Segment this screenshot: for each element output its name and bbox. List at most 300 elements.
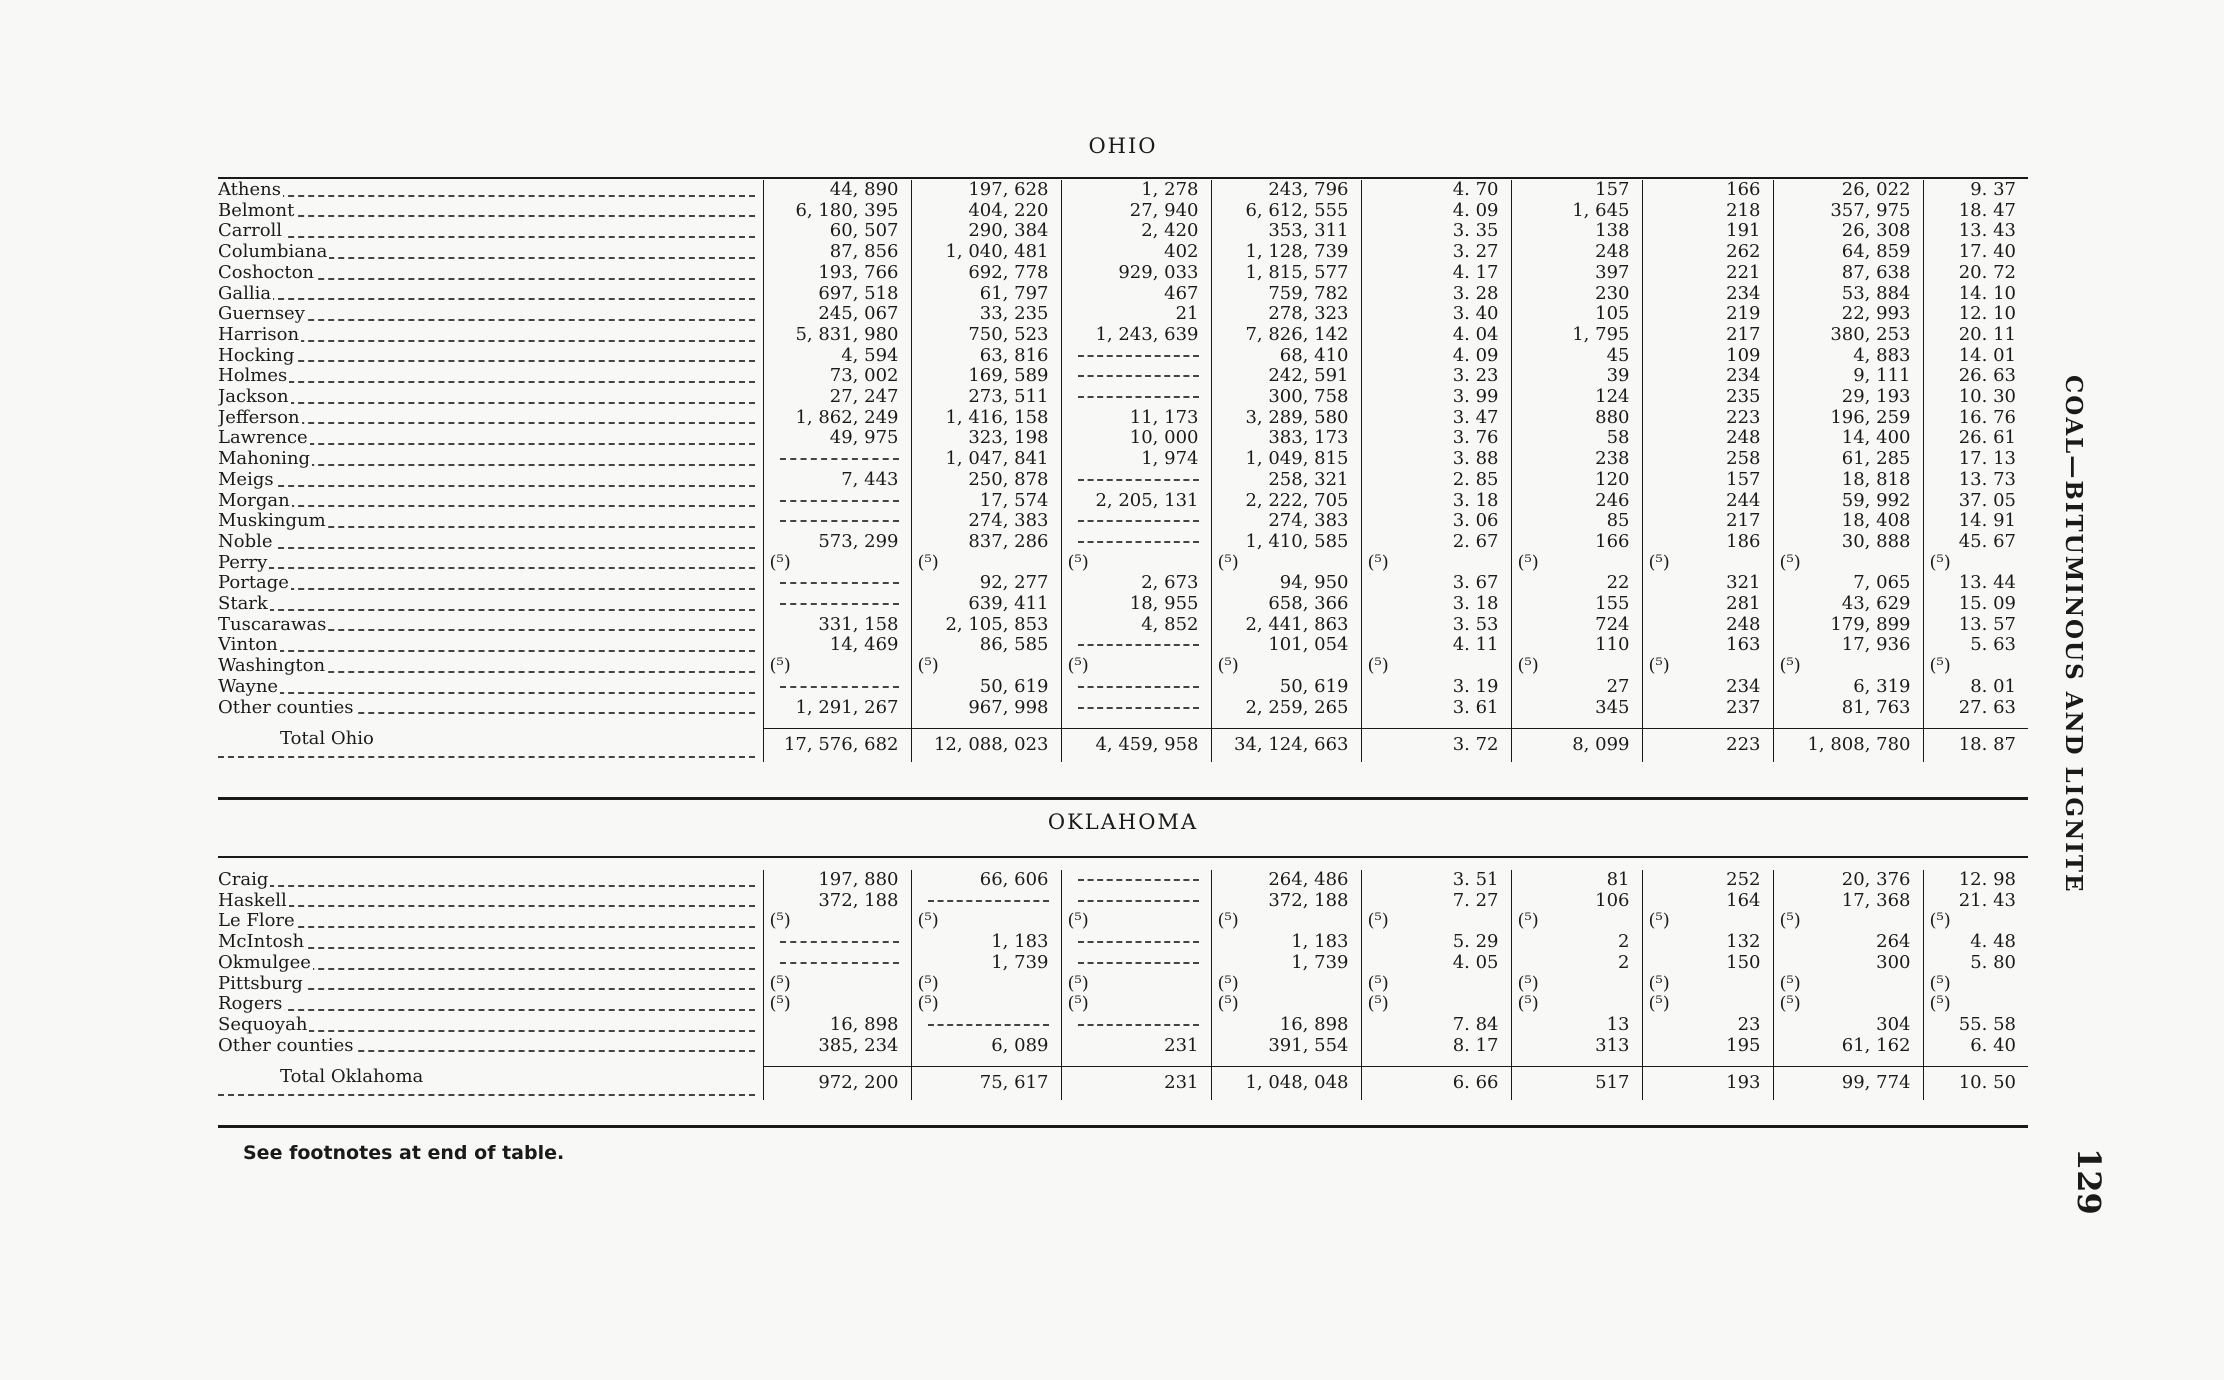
value-cell	[1211, 449, 1361, 470]
cell-value: 45	[1606, 344, 1630, 366]
value-cell	[763, 1015, 911, 1036]
value-cell	[1923, 677, 2028, 698]
value-cell	[1642, 1036, 1773, 1057]
value-cell	[1061, 284, 1211, 305]
value-cell	[1923, 366, 2028, 387]
spacer-cell	[218, 718, 763, 729]
table-row	[218, 387, 2028, 408]
cell-value: 14. 10	[1958, 282, 2016, 304]
value-cell	[911, 615, 1061, 636]
cell-value: 3. 53	[1452, 613, 1499, 635]
cell-value: 14. 01	[1958, 344, 2016, 366]
cell-value: 223	[1726, 734, 1761, 756]
value-cell	[763, 428, 911, 449]
county-name-cell	[218, 870, 763, 891]
value-cell	[1511, 932, 1642, 953]
cell-value: 2, 105, 853	[945, 613, 1049, 635]
cell-value: (⁵)	[1217, 910, 1239, 932]
value-cell	[1642, 304, 1773, 325]
cell-value: 248	[1726, 427, 1761, 449]
value-cell	[1923, 387, 2028, 408]
cell-value: 1, 047, 841	[945, 448, 1049, 470]
cell-value: 2	[1618, 951, 1630, 973]
county-name: Rogers	[218, 994, 283, 1015]
cell-value: 262	[1726, 241, 1761, 263]
no-data-dash	[780, 582, 899, 584]
cell-value: (⁵)	[769, 972, 791, 994]
cell-value: 16, 898	[829, 1013, 899, 1035]
cell-value: 658, 366	[1268, 593, 1349, 615]
county-name-cell	[218, 974, 763, 995]
no-data-dash	[1078, 962, 1199, 964]
value-cell	[1773, 387, 1923, 408]
value-cell	[763, 677, 911, 698]
cell-value: (⁵)	[1929, 972, 1951, 994]
cell-value: 353, 311	[1268, 220, 1349, 242]
cell-value: 218	[1726, 199, 1761, 221]
value-cell	[1923, 953, 2028, 974]
cell-value: 357, 975	[1830, 199, 1911, 221]
value-cell	[911, 1015, 1061, 1036]
cell-value: 16, 898	[1279, 1013, 1349, 1035]
no-data-dash	[1078, 479, 1199, 481]
value-cell	[1061, 1067, 1211, 1100]
value-cell	[1361, 511, 1511, 532]
cell-value: 345	[1595, 696, 1630, 718]
no-data-dash	[928, 1024, 1049, 1026]
cell-value: 273, 511	[968, 386, 1049, 408]
spacer-cell	[763, 718, 911, 729]
cell-value: 4. 48	[1970, 931, 2016, 953]
cell-value: 17, 576, 682	[783, 734, 899, 756]
cell-value: 14, 400	[1841, 427, 1911, 449]
value-cell	[1061, 532, 1211, 553]
cell-value: 274, 383	[968, 510, 1049, 532]
cell-value: 110	[1595, 634, 1630, 656]
cell-value: 5. 29	[1452, 931, 1499, 953]
value-cell	[911, 729, 1061, 762]
cell-value: 3. 18	[1452, 593, 1499, 615]
value-cell	[1511, 263, 1642, 284]
value-cell	[1923, 284, 2028, 305]
running-head: COAL—BITUMINOUS AND LIGNITE	[2060, 375, 2087, 894]
spacer-cell	[1061, 718, 1211, 729]
value-cell	[911, 994, 1061, 1015]
cell-value: 5. 80	[1970, 951, 2016, 973]
cell-value: 6, 612, 555	[1245, 199, 1349, 221]
value-cell	[1211, 553, 1361, 574]
no-data-dash	[1078, 355, 1199, 357]
value-cell	[911, 1067, 1061, 1100]
cell-value: 94, 950	[1279, 572, 1349, 594]
page-number: 129	[2070, 1148, 2108, 1215]
value-cell	[1511, 974, 1642, 995]
cell-value: (⁵)	[1929, 655, 1951, 677]
county-name-cell	[218, 201, 763, 222]
cell-value: 2, 441, 863	[1245, 613, 1349, 635]
value-cell	[1642, 221, 1773, 242]
value-cell	[911, 553, 1061, 574]
cell-value: 3. 18	[1452, 489, 1499, 511]
cell-value: 3, 289, 580	[1245, 406, 1349, 428]
value-cell	[911, 366, 1061, 387]
spacer-cell	[218, 1056, 763, 1067]
cell-value: (⁵)	[1517, 972, 1539, 994]
cell-value: 391, 554	[1268, 1034, 1349, 1056]
value-cell	[1511, 677, 1642, 698]
county-name: Guernsey	[218, 304, 305, 325]
cell-value: 323, 198	[968, 427, 1049, 449]
county-name: Coshocton	[218, 262, 315, 283]
value-cell	[1773, 1015, 1923, 1036]
cell-value: 6. 66	[1452, 1072, 1499, 1094]
spacer-cell	[1511, 718, 1642, 729]
cell-value: 300, 758	[1268, 386, 1349, 408]
value-cell	[1211, 387, 1361, 408]
value-cell	[1923, 729, 2028, 762]
value-cell	[1361, 346, 1511, 367]
value-cell	[1642, 532, 1773, 553]
cell-value: 92, 277	[979, 572, 1049, 594]
value-cell	[1923, 304, 2028, 325]
cell-value: (⁵)	[1929, 910, 1951, 932]
value-cell	[911, 870, 1061, 891]
cell-value: 1, 862, 249	[795, 406, 899, 428]
county-name: Carroll	[218, 221, 283, 242]
value-cell	[1361, 911, 1511, 932]
county-name-cell	[218, 366, 763, 387]
value-cell	[1361, 1015, 1511, 1036]
cell-value: 217	[1726, 323, 1761, 345]
cell-value: 223	[1726, 406, 1761, 428]
cell-value: 9, 111	[1853, 365, 1911, 387]
value-cell	[1211, 677, 1361, 698]
cell-value: (⁵)	[917, 551, 939, 573]
county-name-cell	[218, 387, 763, 408]
cell-value: (⁵)	[1067, 972, 1089, 994]
value-cell	[1773, 870, 1923, 891]
cell-value: (⁵)	[1648, 655, 1670, 677]
value-cell	[1211, 408, 1361, 429]
dot-leader	[218, 905, 755, 907]
value-cell	[1923, 532, 2028, 553]
cell-value: 4, 883	[1853, 344, 1911, 366]
table-row	[218, 698, 2028, 719]
value-cell	[1211, 221, 1361, 242]
cell-value: 2. 85	[1452, 468, 1499, 490]
value-cell	[1511, 635, 1642, 656]
cell-value: (⁵)	[1929, 993, 1951, 1015]
value-cell	[1511, 284, 1642, 305]
cell-value: (⁵)	[1779, 551, 1801, 573]
cell-value: 397	[1595, 261, 1630, 283]
no-data-dash	[1078, 520, 1199, 522]
cell-value: 230	[1595, 282, 1630, 304]
cell-value: 44, 890	[829, 179, 899, 200]
county-name: Holmes	[218, 366, 288, 387]
cell-value: (⁵)	[1779, 972, 1801, 994]
value-cell	[1211, 366, 1361, 387]
value-cell	[763, 656, 911, 677]
cell-value: 86, 585	[979, 634, 1049, 656]
value-cell	[1061, 180, 1211, 201]
cell-value: 50, 619	[979, 675, 1049, 697]
value-cell	[911, 449, 1061, 470]
value-cell	[911, 635, 1061, 656]
cell-value: 1, 291, 267	[795, 696, 899, 718]
cell-value: 13	[1606, 1013, 1630, 1035]
dot-leader	[218, 547, 755, 549]
spacer-cell	[763, 1056, 911, 1067]
cell-value: 55. 58	[1958, 1013, 2016, 1035]
cell-value: 186	[1726, 530, 1761, 552]
cell-value: 248	[1595, 241, 1630, 263]
no-data-dash	[1078, 879, 1199, 881]
cell-value: (⁵)	[1067, 993, 1089, 1015]
value-cell	[911, 346, 1061, 367]
cell-value: 1, 128, 739	[1245, 241, 1349, 263]
cell-value: 195	[1726, 1034, 1761, 1056]
cell-value: 7. 27	[1452, 889, 1499, 911]
county-name: Lawrence	[218, 428, 308, 449]
cell-value: 264	[1876, 931, 1911, 953]
value-cell	[1642, 511, 1773, 532]
value-cell	[1061, 974, 1211, 995]
value-cell	[911, 221, 1061, 242]
cell-value: 59, 992	[1841, 489, 1911, 511]
cell-value: (⁵)	[1779, 910, 1801, 932]
cell-value: 321	[1726, 572, 1761, 594]
county-name-cell	[218, 284, 763, 305]
value-cell	[1773, 428, 1923, 449]
cell-value: 22, 993	[1841, 303, 1911, 325]
value-cell	[1642, 594, 1773, 615]
cell-value: 20. 11	[1958, 323, 2016, 345]
value-cell	[1511, 491, 1642, 512]
value-cell	[1923, 870, 2028, 891]
county-name-cell	[218, 932, 763, 953]
cell-value: 1, 243, 639	[1095, 323, 1199, 345]
value-cell	[1361, 891, 1511, 912]
value-cell	[1642, 346, 1773, 367]
cell-value: 193, 766	[818, 261, 899, 283]
county-name-cell	[218, 408, 763, 429]
ohio-bottom-rule	[218, 797, 2028, 800]
value-cell	[1511, 1067, 1642, 1100]
value-cell	[763, 366, 911, 387]
cell-value: 8, 099	[1572, 734, 1630, 756]
value-cell	[1061, 325, 1211, 346]
cell-value: 724	[1595, 613, 1630, 635]
cell-value: 5, 831, 980	[795, 323, 899, 345]
dot-leader	[218, 360, 755, 362]
value-cell	[1211, 1067, 1361, 1100]
table-row	[218, 201, 2028, 222]
table-row	[218, 573, 2028, 594]
value-cell	[1061, 594, 1211, 615]
value-cell	[1211, 346, 1361, 367]
value-cell	[1773, 1036, 1923, 1057]
value-cell	[1511, 408, 1642, 429]
value-cell	[1642, 573, 1773, 594]
value-cell	[1923, 573, 2028, 594]
cell-value: 4. 70	[1452, 179, 1499, 200]
cell-value: 68, 410	[1279, 344, 1349, 366]
county-name: McIntosh	[218, 932, 305, 953]
table-row	[218, 346, 2028, 367]
cell-value: 63, 816	[979, 344, 1049, 366]
value-cell	[1923, 449, 2028, 470]
value-cell	[1061, 698, 1211, 719]
value-cell	[911, 974, 1061, 995]
cell-value: (⁵)	[1217, 551, 1239, 573]
cell-value: 10. 50	[1958, 1072, 2016, 1094]
county-name: Pittsburg	[218, 973, 303, 994]
value-cell	[1061, 366, 1211, 387]
cell-value: 166	[1595, 530, 1630, 552]
cell-value: 467	[1164, 282, 1199, 304]
cell-value: 3. 72	[1452, 734, 1499, 756]
value-cell	[911, 408, 1061, 429]
cell-value: 37. 05	[1958, 489, 2016, 511]
county-name: Le Flore	[218, 911, 295, 932]
cell-value: 17. 13	[1958, 448, 2016, 470]
value-cell	[1642, 201, 1773, 222]
no-data-dash	[1078, 375, 1199, 377]
spacer-cell	[1361, 718, 1511, 729]
value-cell	[1923, 932, 2028, 953]
cell-value: 18, 955	[1129, 593, 1199, 615]
cell-value: 221	[1726, 261, 1761, 283]
spacer-cell	[911, 718, 1061, 729]
value-cell	[1511, 387, 1642, 408]
cell-value: 6, 089	[991, 1034, 1049, 1056]
value-cell	[1773, 635, 1923, 656]
no-data-dash	[780, 603, 899, 605]
value-cell	[1211, 201, 1361, 222]
total-label-cell	[218, 729, 763, 762]
value-cell	[1642, 1067, 1773, 1100]
value-cell	[1642, 953, 1773, 974]
cell-value: 246	[1595, 489, 1630, 511]
cell-value: 15. 09	[1958, 593, 2016, 615]
cell-value: 13. 43	[1958, 220, 2016, 242]
value-cell	[1773, 974, 1923, 995]
dot-leader	[218, 381, 755, 383]
no-data-dash	[1078, 644, 1199, 646]
county-name: Tuscarawas	[218, 614, 327, 635]
value-cell	[1061, 201, 1211, 222]
ohio-table	[218, 180, 2028, 762]
value-cell	[1361, 366, 1511, 387]
cell-value: 380, 253	[1830, 323, 1911, 345]
cell-value: 61, 162	[1841, 1034, 1911, 1056]
cell-value: 157	[1726, 468, 1761, 490]
county-name-cell	[218, 553, 763, 574]
value-cell	[911, 1036, 1061, 1057]
cell-value: 517	[1595, 1072, 1630, 1094]
table-row	[218, 470, 2028, 491]
value-cell	[1773, 729, 1923, 762]
cell-value: 196, 259	[1830, 406, 1911, 428]
value-cell	[1361, 449, 1511, 470]
spacer-cell	[1923, 1056, 2028, 1067]
value-cell	[763, 729, 911, 762]
county-name-cell	[218, 677, 763, 698]
value-cell	[1773, 594, 1923, 615]
value-cell	[1361, 242, 1511, 263]
value-cell	[1511, 870, 1642, 891]
value-cell	[911, 911, 1061, 932]
value-cell	[1061, 615, 1211, 636]
cell-value: 27. 63	[1958, 696, 2016, 718]
cell-value: 7, 826, 142	[1245, 323, 1349, 345]
cell-value: 3. 47	[1452, 406, 1499, 428]
value-cell	[1923, 221, 2028, 242]
county-name: Jefferson	[218, 407, 300, 428]
value-cell	[1773, 932, 1923, 953]
value-cell	[763, 870, 911, 891]
value-cell	[1211, 891, 1361, 912]
value-cell	[911, 242, 1061, 263]
value-cell	[1642, 470, 1773, 491]
spacer-cell	[1773, 718, 1923, 729]
value-cell	[763, 180, 911, 201]
no-data-dash	[780, 520, 899, 522]
cell-value: 1, 808, 780	[1807, 734, 1911, 756]
cell-value: 313	[1595, 1034, 1630, 1056]
cell-value: 106	[1595, 889, 1630, 911]
value-cell	[1642, 408, 1773, 429]
value-cell	[1511, 615, 1642, 636]
county-name-cell	[218, 470, 763, 491]
value-cell	[763, 387, 911, 408]
value-cell	[763, 615, 911, 636]
county-name: Morgan	[218, 490, 290, 511]
cell-value: 402	[1164, 241, 1199, 263]
value-cell	[1923, 1036, 2028, 1057]
value-cell	[1773, 911, 1923, 932]
cell-value: 6, 180, 395	[795, 199, 899, 221]
cell-value: 8. 01	[1970, 675, 2016, 697]
value-cell	[1361, 263, 1511, 284]
value-cell	[1361, 729, 1511, 762]
value-cell	[1361, 408, 1511, 429]
cell-value: 49, 975	[829, 427, 899, 449]
cell-value: 21. 43	[1958, 889, 2016, 911]
county-name: Columbiana	[218, 242, 328, 263]
value-cell	[1061, 408, 1211, 429]
cell-value: 99, 774	[1841, 1072, 1911, 1094]
cell-value: 972, 200	[818, 1072, 899, 1094]
value-cell	[1061, 1036, 1211, 1057]
value-cell	[1511, 304, 1642, 325]
cell-value: 23	[1737, 1013, 1761, 1035]
value-cell	[1061, 511, 1211, 532]
cell-value: 138	[1595, 220, 1630, 242]
value-cell	[1211, 180, 1361, 201]
cell-value: (⁵)	[1517, 993, 1539, 1015]
value-cell	[1923, 1015, 2028, 1036]
cell-value: 27, 940	[1129, 199, 1199, 221]
cell-value: 33, 235	[979, 303, 1049, 325]
value-cell	[1361, 974, 1511, 995]
value-cell	[1511, 346, 1642, 367]
value-cell	[1642, 325, 1773, 346]
cell-value: 120	[1595, 468, 1630, 490]
value-cell	[763, 470, 911, 491]
value-cell	[1511, 553, 1642, 574]
